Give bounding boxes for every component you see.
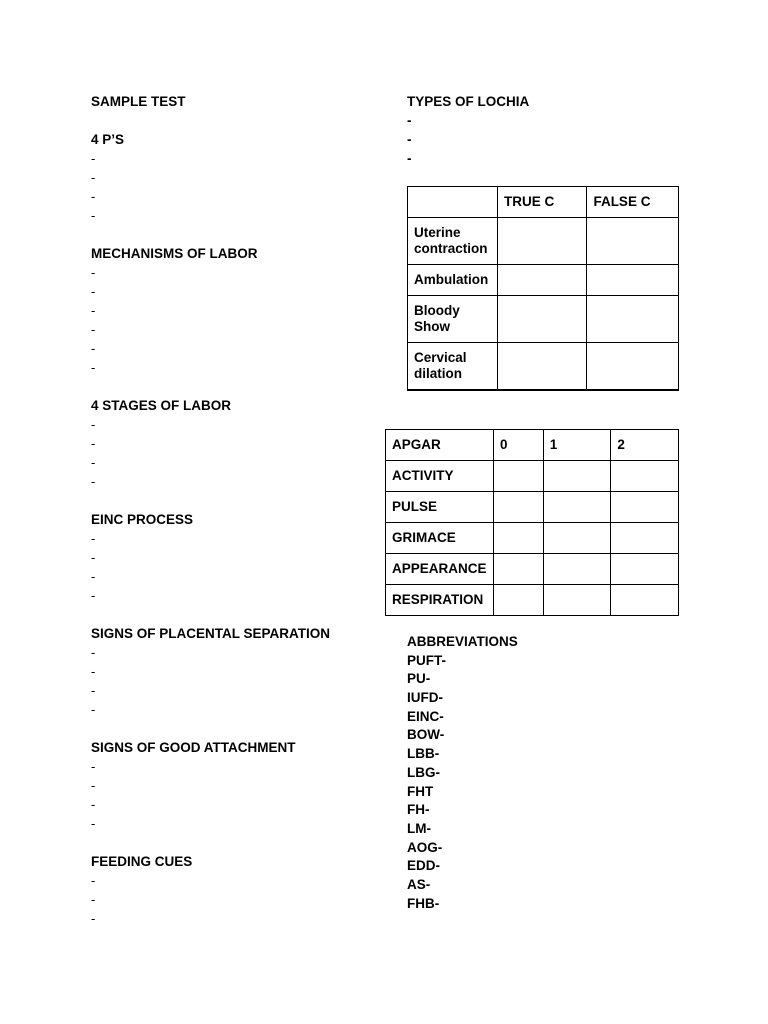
section-einc-process xyxy=(91,510,371,605)
section-heading: 4 P’S xyxy=(91,132,125,147)
score-cell[interactable] xyxy=(493,554,543,585)
score-cell[interactable] xyxy=(611,461,679,492)
blank-item[interactable]: - xyxy=(91,664,96,679)
abbreviation-item[interactable]: PUFT- xyxy=(407,652,446,668)
answer-cell[interactable] xyxy=(587,218,679,265)
blank-item[interactable]: - xyxy=(407,132,412,147)
score-cell[interactable] xyxy=(543,461,611,492)
blank-item[interactable]: - xyxy=(91,645,96,660)
blank-item[interactable]: - xyxy=(91,797,96,812)
section-4-stages-of-labor xyxy=(91,396,371,491)
true-false-table xyxy=(407,186,679,391)
answer-cell[interactable] xyxy=(497,265,586,296)
answer-cell[interactable] xyxy=(587,265,679,296)
table-header-cell: 0 xyxy=(493,430,543,461)
table-row xyxy=(408,265,679,296)
table-row xyxy=(386,554,679,585)
blank-item[interactable]: - xyxy=(91,550,96,565)
blank-item[interactable]: - xyxy=(91,531,96,546)
abbreviation-item[interactable]: LM- xyxy=(407,820,431,836)
abbreviation-item[interactable]: PU- xyxy=(407,671,431,687)
score-cell[interactable] xyxy=(493,585,543,616)
table-header-row xyxy=(408,187,679,218)
row-label: GRIMACE xyxy=(386,523,494,554)
section-heading: SIGNS OF GOOD ATTACHMENT xyxy=(91,740,296,755)
abbreviation-item[interactable]: IUFD- xyxy=(407,690,443,706)
section-heading: SIGNS OF PLACENTAL SEPARATION xyxy=(91,626,331,641)
table-header-row xyxy=(386,430,679,461)
answer-cell[interactable] xyxy=(497,343,586,391)
abbreviation-item[interactable]: FHT xyxy=(407,783,434,799)
table-header-cell: FALSE C xyxy=(587,187,679,218)
score-cell[interactable] xyxy=(611,523,679,554)
blank-item[interactable]: - xyxy=(91,417,96,432)
abbreviation-item[interactable]: AOG- xyxy=(407,839,443,855)
row-label: Ambulation xyxy=(408,265,498,296)
lochia-heading: TYPES OF LOCHIA xyxy=(407,94,530,109)
blank-item[interactable]: - xyxy=(407,151,412,166)
table-row xyxy=(386,523,679,554)
abbreviation-item[interactable]: BOW- xyxy=(407,727,445,743)
section-heading: MECHANISMS OF LABOR xyxy=(91,246,258,261)
table-row xyxy=(408,218,679,265)
row-label: Cervical dilation xyxy=(408,343,498,391)
blank-item[interactable]: - xyxy=(91,873,96,888)
blank-item[interactable]: - xyxy=(91,892,96,907)
answer-cell[interactable] xyxy=(497,218,586,265)
table-header-cell: TRUE C xyxy=(497,187,586,218)
table-row xyxy=(386,492,679,523)
score-cell[interactable] xyxy=(543,523,611,554)
score-cell[interactable] xyxy=(493,461,543,492)
blank-item[interactable]: - xyxy=(91,151,96,166)
abbreviation-item[interactable]: EINC- xyxy=(407,708,444,724)
blank-item[interactable]: - xyxy=(91,341,96,356)
abbreviations-section xyxy=(407,633,518,913)
left-column xyxy=(91,92,371,928)
table-row xyxy=(386,585,679,616)
score-cell[interactable] xyxy=(611,554,679,585)
blank-item[interactable]: - xyxy=(91,778,96,793)
table-row xyxy=(408,343,679,391)
blank-item[interactable]: - xyxy=(91,265,96,280)
abbreviation-item[interactable]: LBB- xyxy=(407,746,440,762)
table-header-cell xyxy=(408,187,498,218)
blank-item[interactable]: - xyxy=(91,759,96,774)
blank-item[interactable]: - xyxy=(91,702,96,717)
answer-cell[interactable] xyxy=(587,343,679,391)
blank-item[interactable]: - xyxy=(91,436,96,451)
blank-item[interactable]: - xyxy=(91,189,96,204)
blank-item[interactable]: - xyxy=(91,322,96,337)
score-cell[interactable] xyxy=(493,523,543,554)
table-header-cell: APGAR xyxy=(386,430,494,461)
blank-item[interactable]: - xyxy=(91,816,96,831)
row-label: Bloody Show xyxy=(408,296,498,343)
blank-item[interactable]: - xyxy=(407,113,412,128)
apgar-table xyxy=(385,429,679,616)
score-cell[interactable] xyxy=(543,585,611,616)
abbreviation-item[interactable]: LBG- xyxy=(407,764,440,780)
score-cell[interactable] xyxy=(611,585,679,616)
section-heading: FEEDING CUES xyxy=(91,854,193,869)
abbreviation-item[interactable]: FHB- xyxy=(407,895,440,911)
blank-item[interactable]: - xyxy=(91,360,96,375)
row-label: PULSE xyxy=(386,492,494,523)
abbreviation-item[interactable]: FH- xyxy=(407,802,430,818)
section-4ps xyxy=(91,130,371,225)
row-label: Uterine contraction xyxy=(408,218,498,265)
sample-test-title: SAMPLE TEST xyxy=(91,94,186,109)
blank-item[interactable]: - xyxy=(91,284,96,299)
score-cell[interactable] xyxy=(493,492,543,523)
section-placental-separation xyxy=(91,624,371,719)
blank-item[interactable]: - xyxy=(91,303,96,318)
score-cell[interactable] xyxy=(543,492,611,523)
section-feeding-cues xyxy=(91,852,371,928)
abbreviation-item[interactable]: AS- xyxy=(407,876,431,892)
blank-item[interactable]: - xyxy=(91,170,96,185)
table-header-cell: 2 xyxy=(611,430,679,461)
section-heading: EINC PROCESS xyxy=(91,512,194,527)
abbreviation-item[interactable]: EDD- xyxy=(407,858,440,874)
table-row xyxy=(408,296,679,343)
blank-item[interactable]: - xyxy=(91,569,96,584)
answer-cell[interactable] xyxy=(497,296,586,343)
score-cell[interactable] xyxy=(611,492,679,523)
section-good-attachment xyxy=(91,738,371,833)
row-label: RESPIRATION xyxy=(386,585,494,616)
row-label: ACTIVITY xyxy=(386,461,494,492)
lochia-section xyxy=(407,92,707,168)
blank-item[interactable]: - xyxy=(91,588,96,603)
blank-item[interactable]: - xyxy=(91,683,96,698)
answer-cell[interactable] xyxy=(587,296,679,343)
section-heading: 4 STAGES OF LABOR xyxy=(91,398,232,413)
table-row xyxy=(386,461,679,492)
section-mechanisms-of-labor xyxy=(91,244,371,377)
row-label: APPEARANCE xyxy=(386,554,494,585)
abbreviations-heading: ABBREVIATIONS xyxy=(407,634,518,649)
blank-item[interactable]: - xyxy=(91,474,96,489)
blank-item[interactable]: - xyxy=(91,208,96,223)
table-header-cell: 1 xyxy=(543,430,611,461)
score-cell[interactable] xyxy=(543,554,611,585)
blank-item[interactable]: - xyxy=(91,911,96,926)
blank-item[interactable]: - xyxy=(91,455,96,470)
